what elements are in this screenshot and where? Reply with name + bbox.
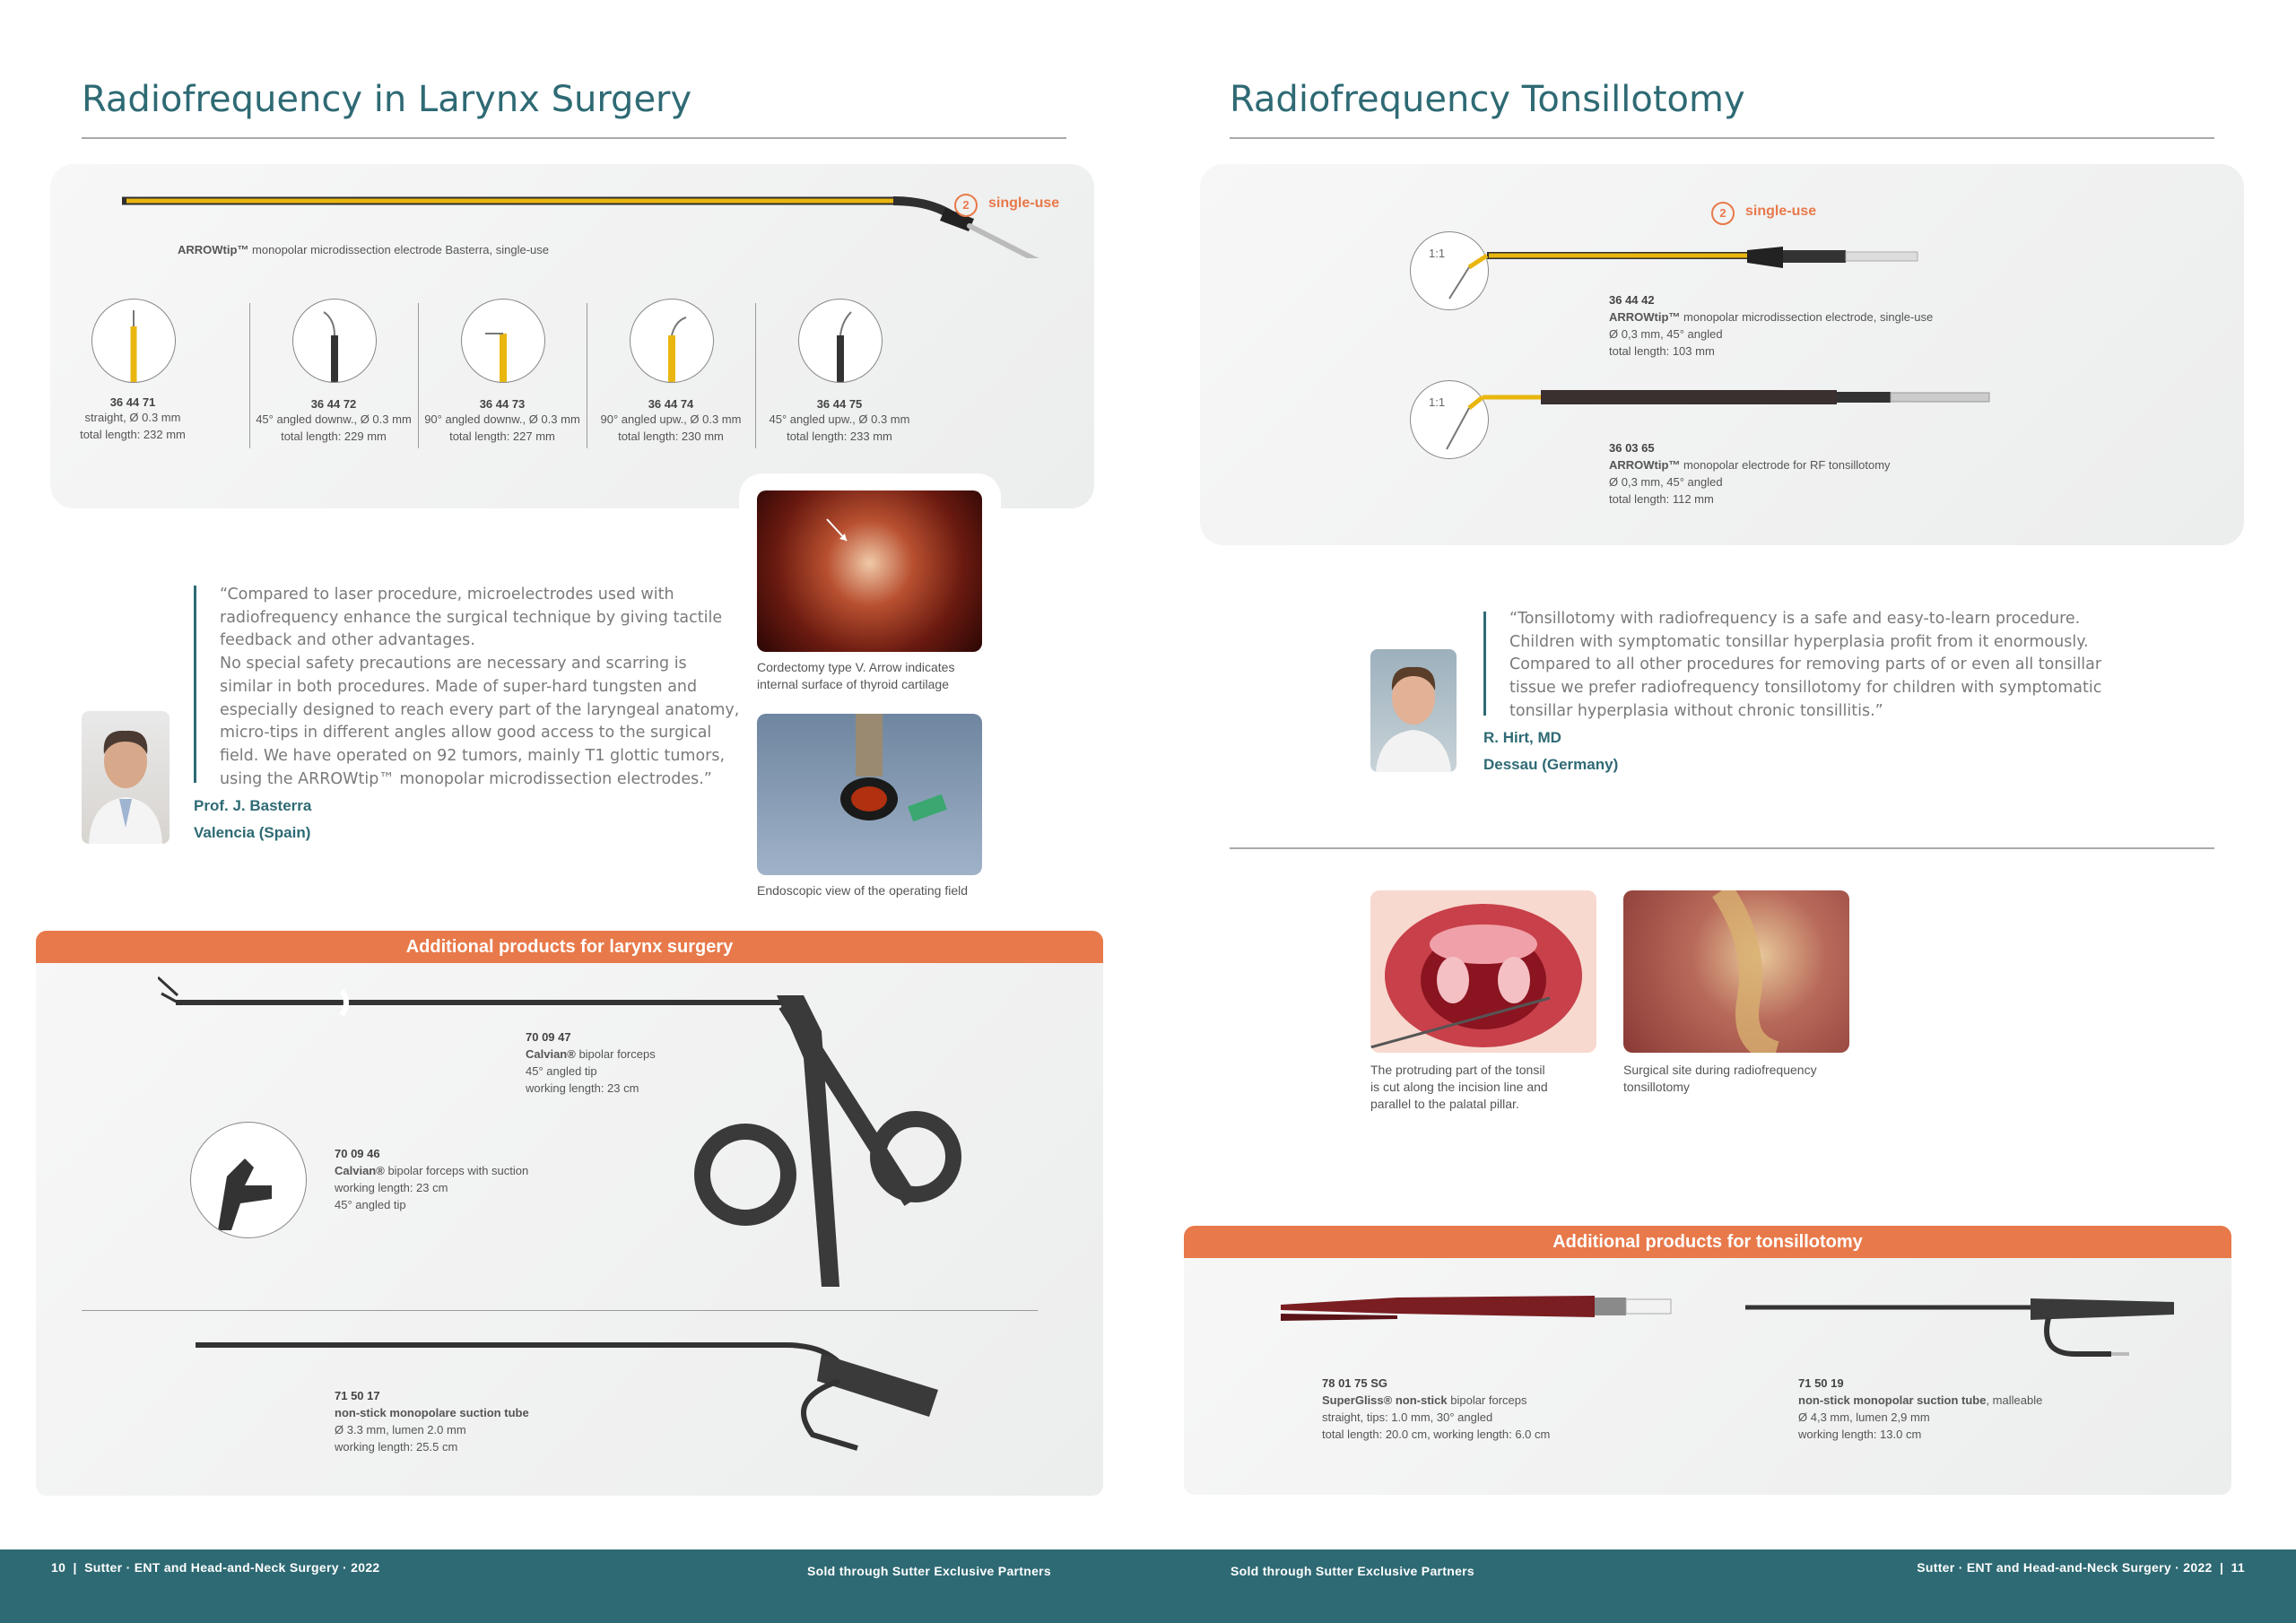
footer-center-left: Sold through Sutter Exclusive Partners bbox=[807, 1564, 1052, 1578]
tip-spec: 45° angled downw., Ø 0.3 mm bbox=[256, 412, 412, 426]
tonsillotomy-electrode-card bbox=[1200, 164, 2244, 545]
quote-bar bbox=[194, 586, 196, 783]
tip-divider bbox=[249, 303, 250, 448]
right-title-rule bbox=[1230, 137, 2214, 139]
tip-detail-circle bbox=[461, 299, 545, 383]
single-use-icon: 2 bbox=[1711, 202, 1735, 225]
product-70-09-46: 70 09 46 Calvian® bipolar forceps with suction working length: 23 cm 45° angled tip bbox=[335, 1147, 529, 1211]
tonsillotomy-products-header: Additional products for tonsillotomy bbox=[1184, 1226, 2231, 1258]
electrode-caption: ARROWtip™ monopolar microdissection electrode Basterra, single-use bbox=[178, 243, 549, 256]
hirt-portrait bbox=[1370, 649, 1457, 772]
tip-length: total length: 232 mm bbox=[80, 428, 186, 441]
tip-divider bbox=[755, 303, 756, 448]
scale-label: 1:1 bbox=[1429, 395, 1446, 409]
tip-variant-3 bbox=[422, 299, 583, 445]
tip-code: 36 44 75 bbox=[816, 397, 863, 411]
tip-length: total length: 233 mm bbox=[787, 430, 892, 443]
tip-detail-circle bbox=[91, 299, 176, 383]
suction-tube-malleable-image bbox=[1744, 1291, 2183, 1363]
tip-code: 36 44 73 bbox=[479, 397, 526, 411]
tonsil-illustration bbox=[1370, 890, 1596, 1053]
tip-variant-4 bbox=[590, 299, 752, 445]
cordectomy-photo bbox=[757, 490, 982, 652]
single-use-label: single-use bbox=[988, 195, 1060, 211]
basterra-quote: “Compared to laser procedure, microelectrodes used with radiofrequency enhance the surgical technique by giving tactile feedback and other advantages. No special safety precautions are necessary and scarring is similar in both procedures. Made of super-hard tungsten and especially designed to reach every part of the laryngeal anatomy, micro-tips in different angles allow good access to the surgical field. We have operated on 92 tumors, mainly T1 glottic tumors, using the ARROWtip™ monopolar microdissection electrodes.” bbox=[220, 586, 740, 788]
hirt-quote: “Tonsillotomy with radiofrequency is a safe and easy-to-learn procedure. Children with symptomatic tonsillar hyperplasia profit from it enormously. Compared to all other procedures for removing parts of or even all tonsillar tissue we prefer radiofrequency tonsillotomy for children with symptomatic tonsillar hyperplasia without chronic tonsillitis.” bbox=[1509, 610, 2102, 720]
basterra-portrait bbox=[82, 711, 170, 844]
single-use-icon: 2 bbox=[954, 194, 978, 217]
product-71-50-17: 71 50 17 non-stick monopolare suction tube Ø 3.3 mm, lumen 2.0 mm working length: 25.5 cm bbox=[335, 1389, 529, 1454]
tip-length: total length: 227 mm bbox=[449, 430, 555, 443]
left-page-title: Radiofrequency in Larynx Surgery bbox=[82, 79, 692, 120]
tonsil-illustration-caption: The protruding part of the tonsil is cut along the incision line and parallel to the palatal pillar. bbox=[1370, 1063, 1548, 1111]
operating-field-photo bbox=[757, 714, 982, 875]
right-section-rule bbox=[1230, 847, 2214, 849]
operating-field-caption: Endoscopic view of the operating field bbox=[757, 883, 969, 898]
product-78-01-75-sg: 78 01 75 SG SuperGliss® non-stick bipolar forceps straight, tips: 1.0 mm, 30° angled total length: 20.0 cm, working length: 6.0 cm bbox=[1322, 1376, 1551, 1441]
tip-detail-circle bbox=[630, 299, 714, 383]
tip-variant-5 bbox=[759, 299, 920, 445]
suction-tube-image bbox=[194, 1327, 983, 1462]
tip-detail-circle bbox=[292, 299, 377, 383]
electrode-card bbox=[50, 164, 1094, 508]
left-title-rule bbox=[82, 137, 1066, 139]
surgical-site-photo bbox=[1623, 890, 1849, 1053]
author-name: Prof. J. Basterra bbox=[194, 797, 312, 814]
product-71-50-19: 71 50 19 non-stick monopolar suction tube, malleable Ø 4,3 mm, lumen 2,9 mm working length: 13.0 cm bbox=[1798, 1376, 2043, 1441]
tip-divider bbox=[418, 303, 419, 448]
single-use-label: single-use bbox=[1745, 204, 1817, 219]
tip-detail-circle bbox=[798, 299, 883, 383]
products-divider bbox=[82, 1310, 1038, 1311]
author-place: Dessau (Germany) bbox=[1483, 756, 1619, 773]
supergliss-forceps-image bbox=[1281, 1287, 1693, 1341]
tip-spec: 90° angled downw., Ø 0.3 mm bbox=[424, 412, 580, 426]
footer-left: 10 | Sutter · ENT and Head-and-Neck Surgery · 2022 bbox=[51, 1560, 380, 1575]
right-page-title: Radiofrequency Tonsillotomy bbox=[1230, 79, 1745, 120]
footer-right: Sutter · ENT and Head-and-Neck Surgery · 2022 | 11 bbox=[1917, 1560, 2245, 1575]
tip-length: total length: 230 mm bbox=[618, 430, 724, 443]
tip-length: total length: 229 mm bbox=[281, 430, 387, 443]
forceps-tip-circle bbox=[190, 1122, 307, 1238]
tip-spec: straight, Ø 0.3 mm bbox=[84, 411, 181, 424]
tip-code: 36 44 74 bbox=[648, 397, 694, 411]
tip-code: 36 44 71 bbox=[109, 395, 156, 409]
tip-spec: 90° angled upw., Ø 0.3 mm bbox=[600, 412, 742, 426]
tip-variant-2 bbox=[253, 299, 414, 445]
footer-center-right: Sold through Sutter Exclusive Partners bbox=[1231, 1564, 1475, 1578]
larynx-products-header: Additional products for larynx surgery bbox=[36, 931, 1103, 963]
author-place: Valencia (Spain) bbox=[194, 824, 311, 841]
quote-bar bbox=[1483, 612, 1486, 716]
product-36-44-42: 36 44 42 ARROWtip™ monopolar microdissection electrode, single-use Ø 0,3 mm, 45° angled total length: 103 mm bbox=[1609, 293, 1934, 358]
surgical-site-caption: Surgical site during radiofrequency tonsillotomy bbox=[1623, 1063, 1817, 1094]
cordectomy-caption: Cordectomy type V. Arrow indicates internal surface of thyroid cartilage bbox=[757, 660, 955, 691]
tip-code: 36 44 72 bbox=[310, 397, 357, 411]
tip-variant-1 bbox=[65, 299, 201, 443]
product-36-03-65: 36 03 65 ARROWtip™ monopolar electrode for RF tonsillotomy Ø 0,3 mm, 45° angled total length: 112 mm bbox=[1609, 441, 1891, 506]
author-name: R. Hirt, MD bbox=[1483, 729, 1561, 746]
scale-label: 1:1 bbox=[1429, 247, 1446, 260]
tip-spec: 45° angled upw., Ø 0.3 mm bbox=[769, 412, 910, 426]
product-70-09-47: 70 09 47 Calvian® bipolar forceps 45° angled tip working length: 23 cm bbox=[526, 1030, 656, 1095]
